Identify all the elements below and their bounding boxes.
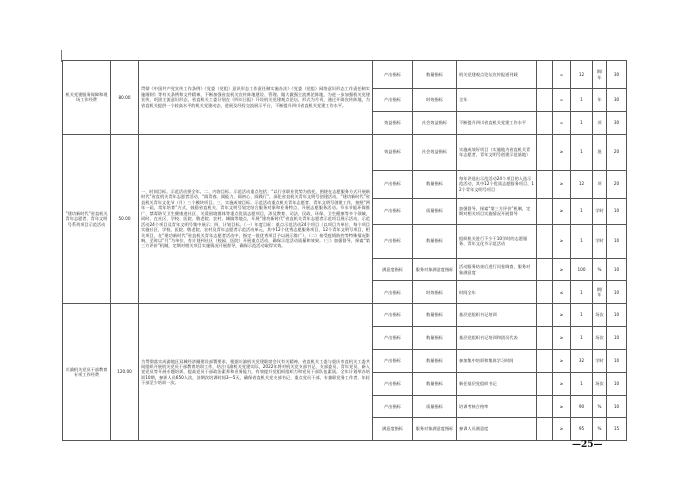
indicator-name: 参加集中培训和集体学习时间 [457,349,537,372]
weight: 10 [607,281,627,304]
target-value: 1 [571,198,593,224]
spacer-cell [537,134,553,170]
target-value: 1 [571,89,593,112]
level2-indicator: 质量指标 [413,198,457,224]
level2-indicator: 数量指标 [413,224,457,258]
comparison-operator: = [553,111,571,134]
level1-indicator: 产出指标 [373,281,413,304]
target-value: 1 [571,281,593,304]
comparison-operator: ≥ [553,327,571,350]
comparison-operator: ≥ [553,224,571,258]
spacer-cell [537,111,553,134]
weight: 15 [607,418,627,441]
project-description: 贯彻《中国共产党宣传工作条例》《党委（党组）意识形态工作责任制实施办法》《党委（党组）网络意识形态工作责任制实施细则》等有关条例和文件精神，不断加强省直机关宣传阵地建设、管理。做大做强主流舆论阵地，为进一步加强机关党建宣传，巩固主流意识形态，省直机关工委计划在《四川日报》开设机关党建观点论坛，形式为月刊，通过开辟宣传阵地，为省直机关提供一个较高水平的机关党建动态、进展及经验交流展示平台，不断提升四川省直机关党建工作水平。 [139,61,373,135]
level1-indicator: 效益指标 [373,111,413,134]
spacer-cell [537,372,553,395]
target-value: 32 [571,349,593,372]
table-row [63,304,627,327]
comparison-operator: = [553,89,571,112]
unit: 场次 [593,327,607,350]
level1-indicator: 产出指标 [373,89,413,112]
weight: 10 [607,395,627,418]
unit: 项 [593,111,607,134]
indicator-name: 基层党组织书记培训和团员代表 [457,327,537,350]
target-value: 90 [571,395,593,418]
table-row [63,134,627,170]
table-row [63,61,627,89]
budget-amount: 80.00 [111,61,139,135]
level1-indicator: 产出指标 [373,327,413,350]
project-description: 为贯彻落实成渝地区双城经济圈建设部署要求，根据川渝机关党建联席会议有关精神，省直机关工委与重庆市直机关工委共同组织开展机关党员干部教育培训工作，结合川渝机关党建实际，2022年将对机关党支部书记、支部委员、青年党员、新入党党员等开展专题培训，提高党员干部政治素养和业务能力，有效提升党组织组织力和党员干部队伍素质。全年计划举办培训10期，参训人员650人次，各期次培训时间3—5天，确保省直机关党支部书记、重点党员干部、专兼职党务工作者、年轻干部至少培训一次。 [139,304,373,441]
level2-indicator: 社会效益指标 [413,134,457,170]
budget-amount: 50.00 [111,134,139,304]
weight: 10 [607,224,627,258]
indicator-name: 不断提升四川省直机关党建工作水平 [457,111,537,134]
weight: 30 [607,111,627,134]
project-name: 机关党建服务保障和现场工作经费 [63,61,111,135]
target-value: 1 [571,327,593,350]
unit: 年 [593,89,607,112]
spacer-cell [537,61,553,89]
spacer-cell [537,170,553,198]
weight: 10 [607,327,627,350]
unit: 期/年 [593,61,607,89]
target-value: 1 [571,111,593,134]
target-value: 1 [571,134,593,170]
weight: 10 [607,372,627,395]
comparison-operator: ≥ [553,349,571,372]
performance-indicator-table [62,60,627,441]
unit: 学时 [593,198,607,224]
target-value: 1 [571,224,593,258]
unit: 学时 [593,224,607,258]
target-value: 12 [571,170,593,198]
level1-indicator: 产出指标 [373,224,413,258]
level2-indicator: 服务对象满意度指标 [413,418,457,441]
level1-indicator: 产出指标 [373,395,413,418]
target-value: 1 [571,372,593,395]
level1-indicator: 满意度指标 [373,418,413,441]
level2-indicator: 社会效益指标 [413,111,457,134]
level2-indicator: 质量指标 [413,395,457,418]
indicator-name: 加强督导，探索“第三方评价”机制，定期对相关项目实施情况开展督导 [457,198,537,224]
level1-indicator: 产出指标 [373,61,413,89]
comparison-operator: ≥ [553,418,571,441]
comparison-operator: ≥ [553,304,571,327]
weight: 30 [607,89,627,112]
indicator-name: 全年 [457,89,537,112]
level2-indicator: 数量指标 [413,349,457,372]
level1-indicator: 产出指标 [373,198,413,224]
comparison-operator: ≥ [553,134,571,170]
weight: 20 [607,170,627,198]
level2-indicator: 时效指标 [413,89,457,112]
level1-indicator: 效益指标 [373,134,413,170]
indicator-name: 参训人员满意度 [457,418,537,441]
comparison-operator: ≥ [553,258,571,281]
spacer-cell [537,349,553,372]
unit: % [593,418,607,441]
comparison-operator: ≤ [553,281,571,304]
indicator-name: 活动服务结束后进行问卷调查，服务对象满意度 [457,258,537,281]
level1-indicator: 产出指标 [373,304,413,327]
spacer-cell [537,198,553,224]
weight: 10 [607,349,627,372]
unit: 项 [593,170,607,198]
indicator-name: 培训考核合格率 [457,395,537,418]
level2-indicator: 数量指标 [413,372,457,395]
level2-indicator: 服务对象满意度指标 [413,258,457,281]
weight: 10 [607,198,627,224]
indicator-name: 机关党建观点论坛宣传报道刊载 [457,61,537,89]
spacer-cell [537,224,553,258]
level1-indicator: 产出指标 [373,349,413,372]
comparison-operator: ≥ [553,372,571,395]
unit: % [593,258,607,281]
unit: 学时 [593,349,607,372]
spacer-cell [537,89,553,112]
unit: 批 [593,134,607,170]
level1-indicator: 满意度指标 [373,258,413,281]
comparison-operator: ≥ [553,170,571,198]
target-value: 100 [571,258,593,281]
target-value: 95 [571,418,593,441]
spacer-cell [537,418,553,441]
level2-indicator: 数量指标 [413,170,457,198]
comparison-operator: ≥ [553,198,571,224]
weight: 30 [607,61,627,89]
project-description: 一、时间目标。示范活动要全年。二、内容目标。示范活动重点包括：“以行业职业优势为依托，围绕在志愿服务方式开展新时代”省直机关青年志愿者活动，“阅青春、阅能力、阅初心、阅践行”，深化省直机关青年文明号创建活动，“建功新时代”省直机关青年文化节（月）三个模块项目。三、实施成效目标。示范活动重点机关青年志愿者、青年文明号创建工作，按照“两年一届，常年培育”方式，鼓励省直机关、青年文明号划定结合服务对象和业务特点，开展志愿服务活动。节水节能环保推广、禁毒防艾卫生健康进社区、关爱困境群体等重点优质志愿项目，涉及教育、司法、民政、环保、卫生健康等多个领域，同时，在社区、学校、医院、敬老院、农村、城镇等地点，开展“建功新时代”省直机关青年志愿者示范项目展示活动，示范活动24个项目及青年文明号集中展示；四、计划目标。（一）年度目标：重点示范活动24个项目（以项目为单位，每个项目实施社区、学校、医院、敬老院、农村及青年志愿者示范活动单元，其中12个优秀志愿服务项目，12个青年文明号项目，相关项目，在“建功新时代”省直机关青年志愿者活动中，指定一批优秀项目予以展示推广），（二）按受疫情防控等特殊情况影响，至时以“月”为单位，有计划到社区（校园、医院）开展重点活动，确保示范活动质量和效果。（三）加强督导，探索“第三方评价”机制，定期对相关项目实施情况开展督导，确保示范活动取得实效。 [139,134,373,304]
project-name: “建功新时代”省直机关青年志愿者、青年文明号系列项目示范活动 [63,134,111,304]
indicator-name: 基层党组织书记培训 [457,304,537,327]
unit: % [593,395,607,418]
level2-indicator: 数量指标 [413,327,457,350]
unit: 场次 [593,372,607,395]
spacer-cell [537,304,553,327]
comparison-operator: ≥ [553,395,571,418]
project-name: 川渝机关党员干部教育专项工作经费 [63,304,111,441]
indicator-name: 时间全年 [457,281,537,304]
level2-indicator: 数量指标 [413,304,457,327]
spacer-cell [537,258,553,281]
level1-indicator: 产出指标 [373,170,413,198]
weight: 10 [607,258,627,281]
indicator-name: 每年评选出示范活动24个项目的入选示范活动，其中12个优质志愿服务项目、12个青年文明号项目 [457,170,537,198]
indicator-name: 新任基层党组织书记 [457,372,537,395]
level2-indicator: 数量指标 [413,61,457,89]
target-value: 1 [571,304,593,327]
weight: 10 [607,304,627,327]
comparison-operator: = [553,61,571,89]
weight: 20 [607,134,627,170]
spacer-cell [537,395,553,418]
indicator-name: 实施成效好项目（实施地为省直机关青年志愿者、青年文明号创建示范基地） [457,134,537,170]
spacer-cell [537,327,553,350]
budget-amount: 120.00 [111,304,139,441]
indicator-name: 组织机关进行不少于10学时的志愿服务、青年文化节示范活动 [457,224,537,258]
spacer-cell [537,281,553,304]
target-value: 12 [571,61,593,89]
level1-indicator: 产出指标 [373,372,413,395]
level2-indicator: 时效指标 [413,281,457,304]
unit: 期/年 [593,281,607,304]
unit: 场次 [593,304,607,327]
page-number: —25— [572,440,603,450]
